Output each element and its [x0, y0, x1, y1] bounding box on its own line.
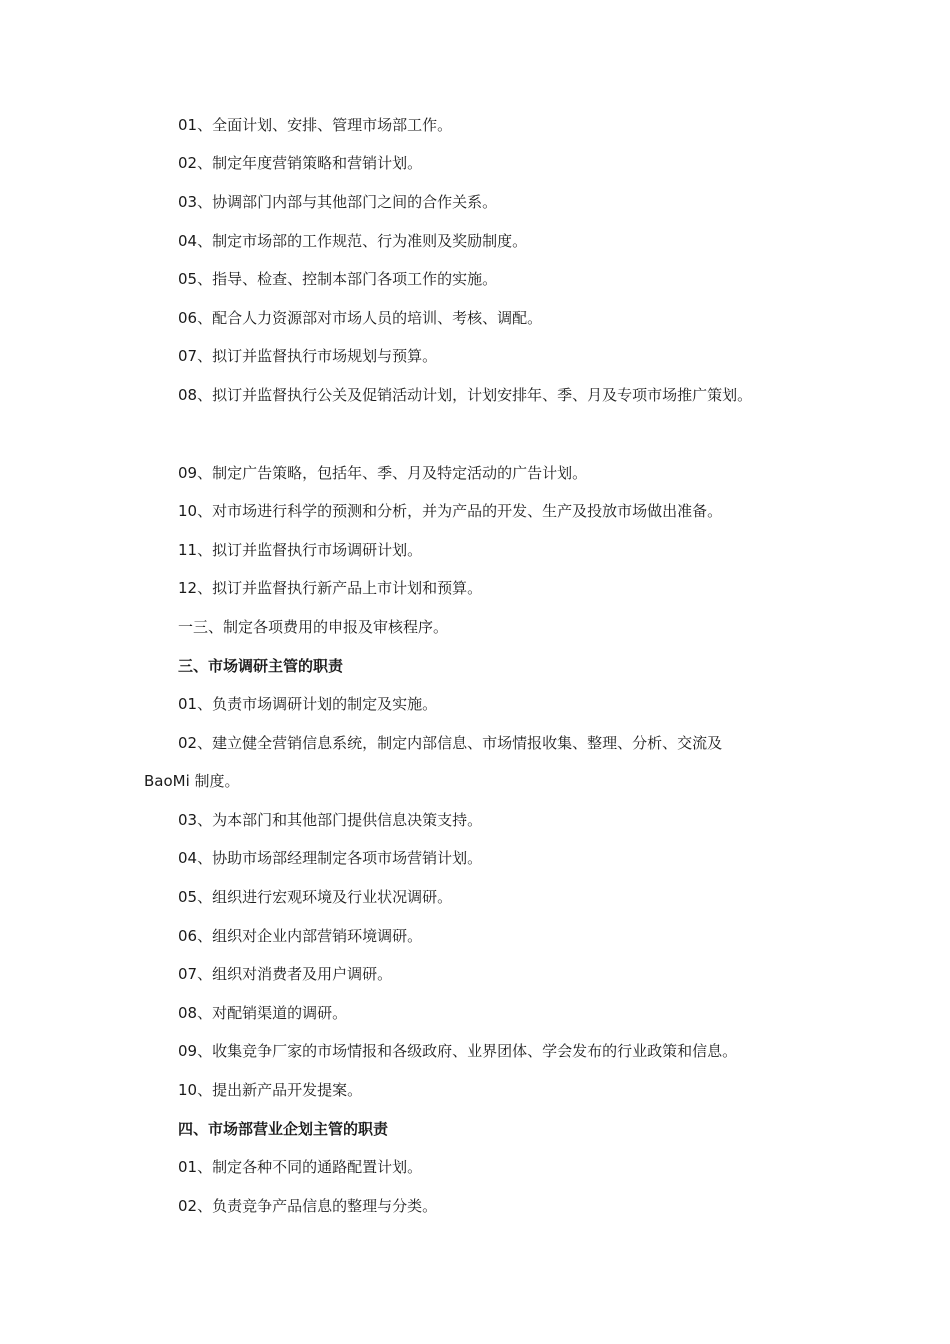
duty-item: 05、指导、检查、控制本部门各项工作的实施。 [178, 270, 498, 288]
duty-item: 09、收集竞争厂家的市场情报和各级政府、业界团体、学会发布的行业政策和信息。 [178, 1042, 738, 1060]
section-heading: 四、市场部营业企划主管的职责 [178, 1120, 389, 1138]
duty-item: 01、全面计划、安排、管理市场部工作。 [178, 116, 453, 134]
duty-item: 06、配合人力资源部对市场人员的培训、考核、调配。 [178, 309, 543, 327]
duty-item: 11、拟订并监督执行市场调研计划。 [178, 541, 423, 559]
duty-item: 10、提出新产品开发提案。 [178, 1081, 363, 1099]
duty-item: 04、制定市场部的工作规范、行为准则及奖励制度。 [178, 232, 528, 250]
duty-item: 05、组织进行宏观环境及行业状况调研。 [178, 888, 453, 906]
duty-item: 12、拟订并监督执行新产品上市计划和预算。 [178, 579, 483, 597]
duty-item-continuation: BaoMi 制度。 [144, 772, 240, 790]
duty-item: 03、为本部门和其他部门提供信息决策支持。 [178, 811, 483, 829]
duty-item: 02、建立健全营销信息系统，制定内部信息、市场情报收集、整理、分析、交流及 [178, 734, 723, 752]
duty-item: 01、负责市场调研计划的制定及实施。 [178, 695, 438, 713]
duty-item: 06、组织对企业内部营销环境调研。 [178, 927, 423, 945]
duty-item: 10、对市场进行科学的预测和分析，并为产品的开发、生产及投放市场做出准备。 [178, 502, 723, 520]
duty-item: 01、制定各种不同的通路配置计划。 [178, 1158, 423, 1176]
duty-item: 03、协调部门内部与其他部门之间的合作关系。 [178, 193, 498, 211]
duty-item: 02、负责竞争产品信息的整理与分类。 [178, 1197, 438, 1215]
duty-item: 07、组织对消费者及用户调研。 [178, 965, 393, 983]
duty-item: 04、协助市场部经理制定各项市场营销计划。 [178, 849, 483, 867]
duty-item: 07、拟订并监督执行市场规划与预算。 [178, 347, 438, 365]
duty-item: 一三、制定各项费用的申报及审核程序。 [178, 618, 449, 636]
duty-item: 08、拟订并监督执行公关及促销活动计划，计划安排年、季、月及专项市场推广策划。 [178, 386, 753, 404]
duty-item: 09、制定广告策略，包括年、季、月及特定活动的广告计划。 [178, 464, 588, 482]
duty-item: 02、制定年度营销策略和营销计划。 [178, 154, 423, 172]
section-heading: 三、市场调研主管的职责 [178, 657, 344, 675]
duty-item: 08、对配销渠道的调研。 [178, 1004, 348, 1022]
